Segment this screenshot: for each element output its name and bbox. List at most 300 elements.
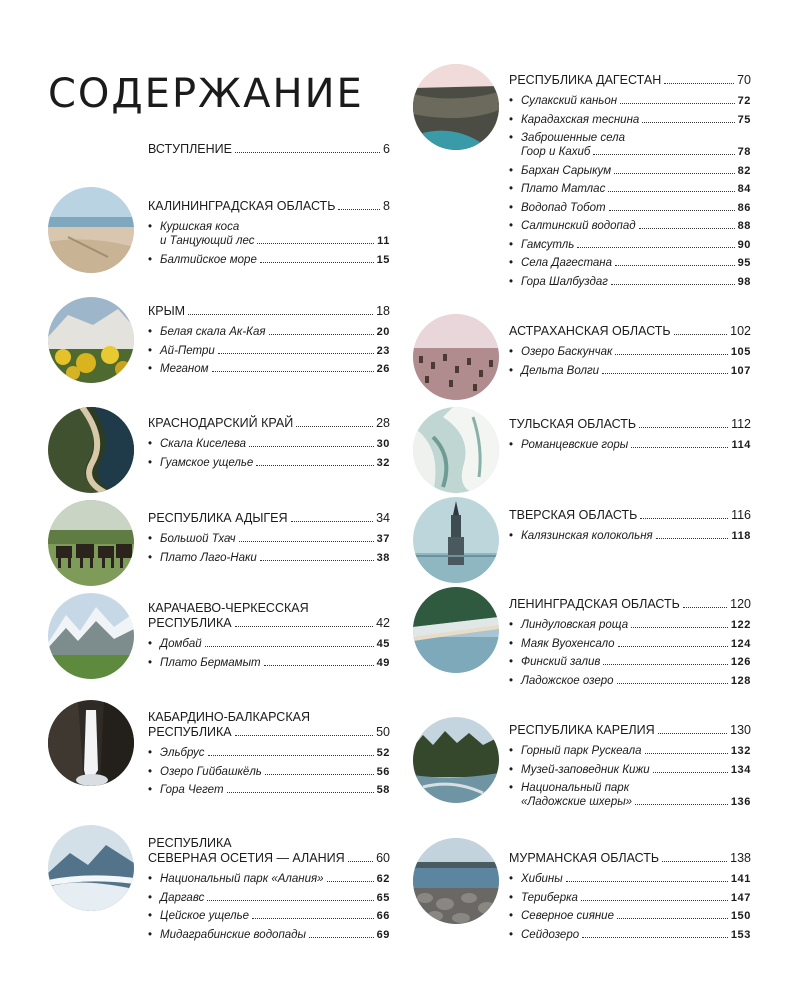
bullet-icon: • bbox=[148, 551, 153, 564]
item-page: 32 bbox=[376, 456, 390, 469]
item-page: 23 bbox=[376, 344, 390, 357]
toc-item[interactable] bbox=[148, 909, 390, 923]
bullet-icon: • bbox=[509, 220, 514, 232]
item-page: 141 bbox=[730, 873, 751, 885]
item-page: 124 bbox=[730, 637, 751, 650]
item-title: Белая скала Ак-Кая bbox=[160, 326, 266, 338]
section-title: КАЛИНИНГРАДСКАЯ ОБЛАСТЬ bbox=[148, 199, 336, 213]
item-page: 38 bbox=[376, 551, 390, 564]
dot-leader bbox=[640, 518, 728, 519]
item-title: Сейдозеро bbox=[521, 928, 580, 941]
intro-page: 6 bbox=[383, 142, 390, 156]
dot-leader bbox=[582, 937, 728, 938]
item-title: Национальный парк «Алания» bbox=[160, 873, 324, 885]
section-page: 120 bbox=[730, 597, 751, 611]
dot-leader bbox=[603, 664, 727, 665]
section-page: 116 bbox=[731, 508, 751, 522]
item-title: Домбай bbox=[160, 638, 202, 650]
bullet-icon: • bbox=[509, 674, 514, 687]
item-page: 90 bbox=[737, 238, 751, 251]
item-title: Эльбрус bbox=[160, 747, 205, 759]
toc-item[interactable] bbox=[509, 113, 751, 127]
toc-item[interactable] bbox=[509, 438, 751, 452]
item-page: 118 bbox=[731, 530, 751, 542]
item-page: 132 bbox=[730, 745, 751, 757]
toc-item[interactable] bbox=[509, 872, 751, 886]
section-page: 60 bbox=[376, 851, 390, 865]
toc-section bbox=[148, 511, 390, 569]
bullet-icon: • bbox=[509, 346, 514, 358]
lotus-lake-photo bbox=[413, 314, 499, 400]
item-title-line1: Национальный парк bbox=[521, 782, 630, 794]
item-page: 128 bbox=[730, 674, 751, 687]
item-page: 84 bbox=[737, 183, 751, 195]
item-title: Ладожское озеро bbox=[521, 674, 614, 687]
section-title: ЛЕНИНГРАДСКАЯ ОБЛАСТЬ bbox=[509, 597, 680, 611]
section-title: АСТРАХАНСКАЯ ОБЛАСТЬ bbox=[509, 324, 671, 338]
item-page: 49 bbox=[376, 656, 390, 669]
item-page: 15 bbox=[376, 253, 390, 266]
dot-leader bbox=[639, 228, 735, 229]
dot-leader bbox=[252, 918, 374, 919]
dot-leader bbox=[635, 804, 728, 805]
toc-item[interactable] bbox=[148, 656, 390, 670]
dot-leader bbox=[291, 521, 374, 522]
item-title: Финский залив bbox=[521, 656, 601, 668]
item-title: Плато Лаго-Наки bbox=[160, 551, 257, 564]
dot-leader bbox=[639, 427, 728, 428]
item-title-line2: и Танцующий лес bbox=[160, 235, 255, 247]
dot-leader bbox=[235, 152, 380, 153]
toc-item[interactable] bbox=[509, 131, 751, 159]
item-page: 26 bbox=[376, 363, 390, 375]
item-title: Скала Киселева bbox=[160, 438, 247, 450]
dot-leader bbox=[227, 792, 374, 793]
toc-item[interactable] bbox=[509, 94, 751, 108]
item-page: 62 bbox=[376, 873, 390, 885]
bullet-icon: • bbox=[148, 221, 153, 233]
item-page: 45 bbox=[376, 638, 390, 650]
dot-leader bbox=[348, 861, 373, 862]
toc-item[interactable] bbox=[148, 551, 390, 565]
section-page: 28 bbox=[376, 416, 390, 430]
item-page: 126 bbox=[730, 656, 751, 668]
dot-leader bbox=[218, 353, 374, 354]
section-page: 102 bbox=[730, 324, 751, 338]
dot-leader bbox=[577, 247, 734, 248]
section-title: ТВЕРСКАЯ ОБЛАСТЬ bbox=[509, 508, 638, 522]
dot-leader bbox=[609, 210, 735, 211]
toc-item[interactable] bbox=[509, 674, 751, 688]
dot-leader bbox=[207, 900, 373, 901]
section-page: 138 bbox=[730, 851, 751, 865]
item-title-line2: «Ладожские шхеры» bbox=[521, 796, 633, 808]
bullet-icon: • bbox=[148, 910, 153, 922]
item-title-line1: Куршская коса bbox=[160, 221, 240, 233]
bullet-icon: • bbox=[148, 928, 153, 941]
section-title: РЕСПУБЛИКА АДЫГЕЯ bbox=[148, 511, 288, 525]
toc-section-heading[interactable] bbox=[509, 597, 751, 612]
item-title: Сулакский каньон bbox=[521, 95, 618, 107]
toc-section-heading[interactable] bbox=[148, 304, 390, 319]
toc-item[interactable] bbox=[509, 529, 751, 543]
item-title: Гора Шалбуздаг bbox=[521, 275, 608, 288]
section-title-line1: РЕСПУБЛИКА bbox=[148, 836, 232, 850]
dot-leader bbox=[264, 665, 374, 666]
dot-leader bbox=[617, 683, 728, 684]
toc-item[interactable] bbox=[148, 325, 390, 339]
item-page: 107 bbox=[730, 364, 751, 377]
item-title: Плато Матлас bbox=[521, 183, 606, 195]
item-title: Большой Тхач bbox=[160, 533, 236, 545]
item-page: 30 bbox=[376, 438, 390, 450]
item-title: Северное сияние bbox=[521, 910, 614, 922]
dot-leader bbox=[642, 122, 734, 123]
bullet-icon: • bbox=[148, 873, 153, 885]
section-page: 130 bbox=[730, 723, 751, 737]
bullet-icon: • bbox=[148, 656, 153, 669]
item-title: Села Дагестана bbox=[521, 257, 613, 269]
bullet-icon: • bbox=[148, 456, 153, 469]
toc-intro-entry[interactable] bbox=[148, 142, 390, 156]
toc-item[interactable] bbox=[148, 362, 390, 376]
section-title-line2: РЕСПУБЛИКА bbox=[148, 725, 232, 739]
toc-section bbox=[509, 597, 751, 692]
bullet-icon: • bbox=[148, 638, 153, 650]
toc-item[interactable] bbox=[509, 618, 751, 632]
item-page: 78 bbox=[737, 146, 751, 158]
toc-section bbox=[148, 416, 390, 474]
item-page: 65 bbox=[376, 891, 390, 904]
toc-item[interactable] bbox=[148, 253, 390, 267]
item-title: Маяк Вуохенсало bbox=[521, 637, 615, 650]
dot-leader bbox=[566, 881, 728, 882]
dot-leader bbox=[614, 173, 734, 174]
canyon-photo bbox=[413, 64, 499, 150]
toc-item[interactable] bbox=[148, 532, 390, 546]
dot-leader bbox=[269, 334, 374, 335]
bullet-icon: • bbox=[509, 637, 514, 650]
dot-leader bbox=[631, 447, 728, 448]
section-title-line1: КАРАЧАЕВО-ЧЕРКЕССКАЯ bbox=[148, 601, 309, 615]
bullet-icon: • bbox=[509, 183, 514, 195]
gulf-shore-photo bbox=[413, 587, 499, 673]
item-title: Плато Бермамыт bbox=[160, 656, 261, 669]
toc-item[interactable] bbox=[148, 456, 390, 470]
item-title: Гора Чегет bbox=[160, 784, 224, 796]
item-title-line2: Гоор и Кахиб bbox=[521, 146, 591, 158]
dot-leader bbox=[674, 334, 728, 335]
item-page: 37 bbox=[376, 533, 390, 545]
section-title: РЕСПУБЛИКА ДАГЕСТАН bbox=[509, 73, 662, 87]
dot-leader bbox=[188, 314, 373, 315]
toc-item[interactable] bbox=[509, 275, 751, 289]
toc-item[interactable] bbox=[148, 220, 390, 248]
page-title: СОДЕРЖАНИЕ bbox=[48, 71, 364, 117]
toc-item[interactable] bbox=[148, 928, 390, 942]
white-hills-photo bbox=[413, 407, 499, 493]
toc-item[interactable] bbox=[148, 765, 390, 779]
misty-peaks-photo bbox=[48, 825, 134, 911]
bullet-icon: • bbox=[148, 533, 153, 545]
toc-section bbox=[509, 851, 751, 946]
item-title: Водопад Тобот bbox=[521, 201, 606, 214]
dot-leader bbox=[618, 646, 728, 647]
item-page: 11 bbox=[377, 235, 390, 247]
stony-shore-photo bbox=[413, 838, 499, 924]
section-page: 70 bbox=[737, 73, 751, 87]
dot-leader bbox=[327, 881, 374, 882]
dot-leader bbox=[235, 735, 373, 736]
dot-leader bbox=[664, 83, 734, 84]
item-page: 153 bbox=[730, 928, 751, 941]
dot-leader bbox=[617, 918, 728, 919]
bullet-icon: • bbox=[509, 238, 514, 251]
bullet-icon: • bbox=[509, 763, 514, 776]
item-page: 56 bbox=[376, 765, 390, 778]
bullet-icon: • bbox=[509, 113, 514, 126]
toc-section bbox=[509, 73, 751, 293]
bullet-icon: • bbox=[148, 765, 153, 778]
toc-item[interactable] bbox=[509, 744, 751, 758]
bullet-icon: • bbox=[509, 619, 514, 631]
bullet-icon: • bbox=[509, 782, 514, 794]
toc-item[interactable] bbox=[148, 872, 390, 886]
toc-section bbox=[148, 199, 390, 271]
item-title: Хибины bbox=[521, 873, 563, 885]
toc-section-heading[interactable] bbox=[148, 710, 390, 740]
toc-item[interactable] bbox=[148, 637, 390, 651]
toc-section-heading[interactable] bbox=[509, 73, 751, 88]
toc-item[interactable] bbox=[509, 164, 751, 178]
item-title: Ай-Петри bbox=[160, 344, 215, 357]
item-page: 134 bbox=[730, 763, 751, 776]
toc-section bbox=[509, 417, 751, 457]
item-page: 136 bbox=[730, 796, 751, 808]
toc-section bbox=[509, 508, 751, 548]
dot-leader bbox=[260, 560, 374, 561]
snowy-mountains-photo bbox=[48, 593, 134, 679]
item-page: 98 bbox=[737, 275, 751, 288]
toc-section-heading[interactable] bbox=[148, 416, 390, 431]
dot-leader bbox=[249, 446, 374, 447]
dot-leader bbox=[611, 284, 735, 285]
dot-leader bbox=[602, 373, 728, 374]
dot-leader bbox=[296, 426, 373, 427]
section-title: МУРМАНСКАЯ ОБЛАСТЬ bbox=[509, 851, 660, 865]
dot-leader bbox=[656, 538, 729, 539]
toc-section-heading[interactable] bbox=[509, 324, 751, 339]
item-page: 122 bbox=[730, 619, 751, 631]
section-page: 34 bbox=[376, 511, 390, 525]
section-page: 42 bbox=[376, 616, 390, 630]
bullet-icon: • bbox=[509, 910, 514, 922]
dot-leader bbox=[683, 607, 727, 608]
toc-item[interactable] bbox=[509, 219, 751, 233]
item-title: Романцевские горы bbox=[521, 439, 629, 451]
toc-section bbox=[509, 723, 751, 814]
dot-leader bbox=[593, 154, 734, 155]
toc-item[interactable] bbox=[509, 238, 751, 252]
toc-section bbox=[148, 601, 390, 674]
bullet-icon: • bbox=[148, 363, 153, 375]
section-title-line2: СЕВЕРНАЯ ОСЕТИЯ — АЛАНИЯ bbox=[148, 851, 345, 865]
item-page: 114 bbox=[731, 439, 751, 451]
toc-item[interactable] bbox=[509, 781, 751, 809]
bullet-icon: • bbox=[509, 132, 514, 144]
toc-item[interactable] bbox=[509, 182, 751, 196]
section-title: КРЫМ bbox=[148, 304, 186, 318]
bullet-icon: • bbox=[148, 747, 153, 759]
item-page: 72 bbox=[737, 95, 751, 107]
toc-item[interactable] bbox=[509, 637, 751, 651]
bullet-icon: • bbox=[509, 745, 514, 757]
dot-leader bbox=[239, 541, 374, 542]
item-title: Териберка bbox=[521, 891, 578, 904]
toc-item[interactable] bbox=[148, 437, 390, 451]
section-title: РЕСПУБЛИКА КАРЕЛИЯ bbox=[509, 723, 655, 737]
coast-aerial-photo bbox=[48, 407, 134, 493]
item-title: Озеро Баскунчак bbox=[521, 346, 613, 358]
dot-leader bbox=[620, 103, 734, 104]
item-title: Горный парк Рускеала bbox=[521, 745, 642, 757]
toc-section bbox=[148, 710, 390, 802]
item-page: 20 bbox=[376, 326, 390, 338]
toc-section-heading[interactable] bbox=[509, 508, 751, 523]
item-page: 105 bbox=[730, 346, 751, 358]
bullet-icon: • bbox=[509, 928, 514, 941]
item-title: Бархан Сарыкум bbox=[521, 164, 612, 177]
item-title: Мидаграбинские водопады bbox=[160, 928, 306, 941]
section-page: 112 bbox=[731, 417, 751, 431]
toc-item[interactable] bbox=[509, 201, 751, 215]
dot-leader bbox=[645, 753, 728, 754]
toc-section-heading[interactable] bbox=[148, 836, 390, 866]
sandy-spit-photo bbox=[48, 187, 134, 273]
flowers-rock-photo bbox=[48, 297, 134, 383]
bullet-icon: • bbox=[509, 257, 514, 269]
toc-section bbox=[148, 304, 390, 381]
item-page: 82 bbox=[737, 164, 751, 177]
item-title: Карадахская теснина bbox=[521, 113, 640, 126]
bullet-icon: • bbox=[148, 253, 153, 266]
item-title: Гамсутль bbox=[521, 238, 575, 251]
bullet-icon: • bbox=[509, 164, 514, 177]
item-title: Балтийское море bbox=[160, 253, 257, 266]
toc-item[interactable] bbox=[148, 783, 390, 797]
toc-item[interactable] bbox=[509, 364, 751, 378]
dot-leader bbox=[260, 262, 374, 263]
dot-leader bbox=[615, 354, 727, 355]
toc-section-heading[interactable] bbox=[509, 723, 751, 738]
dot-leader bbox=[658, 733, 728, 734]
bullet-icon: • bbox=[509, 891, 514, 904]
section-title: КРАСНОДАРСКИЙ КРАЙ bbox=[148, 416, 294, 430]
item-title: Калязинская колокольня bbox=[521, 530, 653, 542]
dot-leader bbox=[581, 900, 728, 901]
bullet-icon: • bbox=[148, 344, 153, 357]
bullet-icon: • bbox=[509, 873, 514, 885]
bullet-icon: • bbox=[509, 439, 514, 451]
forest-river-photo bbox=[413, 717, 499, 803]
toc-item[interactable] bbox=[509, 655, 751, 669]
dot-leader bbox=[653, 772, 728, 773]
item-title: Музей-заповедник Кижи bbox=[521, 763, 650, 776]
bullet-icon: • bbox=[148, 326, 153, 338]
dot-leader bbox=[208, 755, 374, 756]
toc-item[interactable] bbox=[148, 891, 390, 905]
bullet-icon: • bbox=[509, 95, 514, 107]
item-title: Дельта Волги bbox=[521, 364, 600, 377]
toc-item[interactable] bbox=[148, 746, 390, 760]
item-page: 150 bbox=[730, 910, 751, 922]
section-page: 50 bbox=[376, 725, 390, 739]
section-title: ТУЛЬСКАЯ ОБЛАСТЬ bbox=[509, 417, 637, 431]
dot-leader bbox=[662, 861, 727, 862]
dot-leader bbox=[235, 626, 373, 627]
bell-tower-photo bbox=[413, 497, 499, 583]
dot-leader bbox=[615, 265, 735, 266]
dot-leader bbox=[309, 937, 374, 938]
toc-item[interactable] bbox=[509, 763, 751, 777]
section-page: 8 bbox=[383, 199, 390, 213]
item-title: Линдуловская роща bbox=[521, 619, 629, 631]
bullet-icon: • bbox=[148, 891, 153, 904]
item-page: 88 bbox=[737, 220, 751, 232]
dot-leader bbox=[608, 191, 734, 192]
item-page: 66 bbox=[376, 910, 390, 922]
toc-item[interactable] bbox=[509, 928, 751, 942]
item-title: Меганом bbox=[160, 363, 209, 375]
section-title-line2: РЕСПУБЛИКА bbox=[148, 616, 232, 630]
item-title: Цейское ущелье bbox=[160, 910, 250, 922]
toc-item[interactable] bbox=[509, 345, 751, 359]
dot-leader bbox=[631, 627, 728, 628]
toc-item[interactable] bbox=[148, 344, 390, 358]
toc-section bbox=[509, 324, 751, 382]
section-title-line1: КАБАРДИНО-БАЛКАРСКАЯ bbox=[148, 710, 310, 724]
toc-item[interactable] bbox=[509, 256, 751, 270]
item-title: Даргавс bbox=[160, 891, 205, 904]
bullet-icon: • bbox=[509, 201, 514, 214]
toc-item[interactable] bbox=[509, 909, 751, 923]
item-page: 52 bbox=[376, 747, 390, 759]
item-title: Гуамское ущелье bbox=[160, 456, 254, 469]
bullet-icon: • bbox=[509, 275, 514, 288]
item-title: Озеро Гийбашкёль bbox=[160, 765, 262, 778]
toc-section-heading[interactable] bbox=[148, 601, 390, 631]
item-page: 58 bbox=[376, 784, 390, 796]
bullet-icon: • bbox=[509, 364, 514, 377]
dot-leader bbox=[265, 774, 374, 775]
dot-leader bbox=[338, 209, 380, 210]
dot-leader bbox=[256, 465, 373, 466]
item-page: 86 bbox=[737, 201, 751, 214]
intro-label: ВСТУПЛЕНИЕ bbox=[148, 142, 232, 156]
toc-section-heading[interactable] bbox=[148, 199, 390, 214]
dot-leader bbox=[257, 243, 374, 244]
bullet-icon: • bbox=[509, 656, 514, 668]
item-page: 95 bbox=[737, 257, 751, 269]
bullet-icon: • bbox=[148, 438, 153, 450]
bullet-icon: • bbox=[509, 530, 514, 542]
bullet-icon: • bbox=[148, 784, 153, 796]
toc-item[interactable] bbox=[509, 891, 751, 905]
toc-section-heading[interactable] bbox=[148, 511, 390, 526]
dot-leader bbox=[212, 371, 374, 372]
toc-section-heading[interactable] bbox=[509, 417, 751, 432]
toc-section-heading[interactable] bbox=[509, 851, 751, 866]
